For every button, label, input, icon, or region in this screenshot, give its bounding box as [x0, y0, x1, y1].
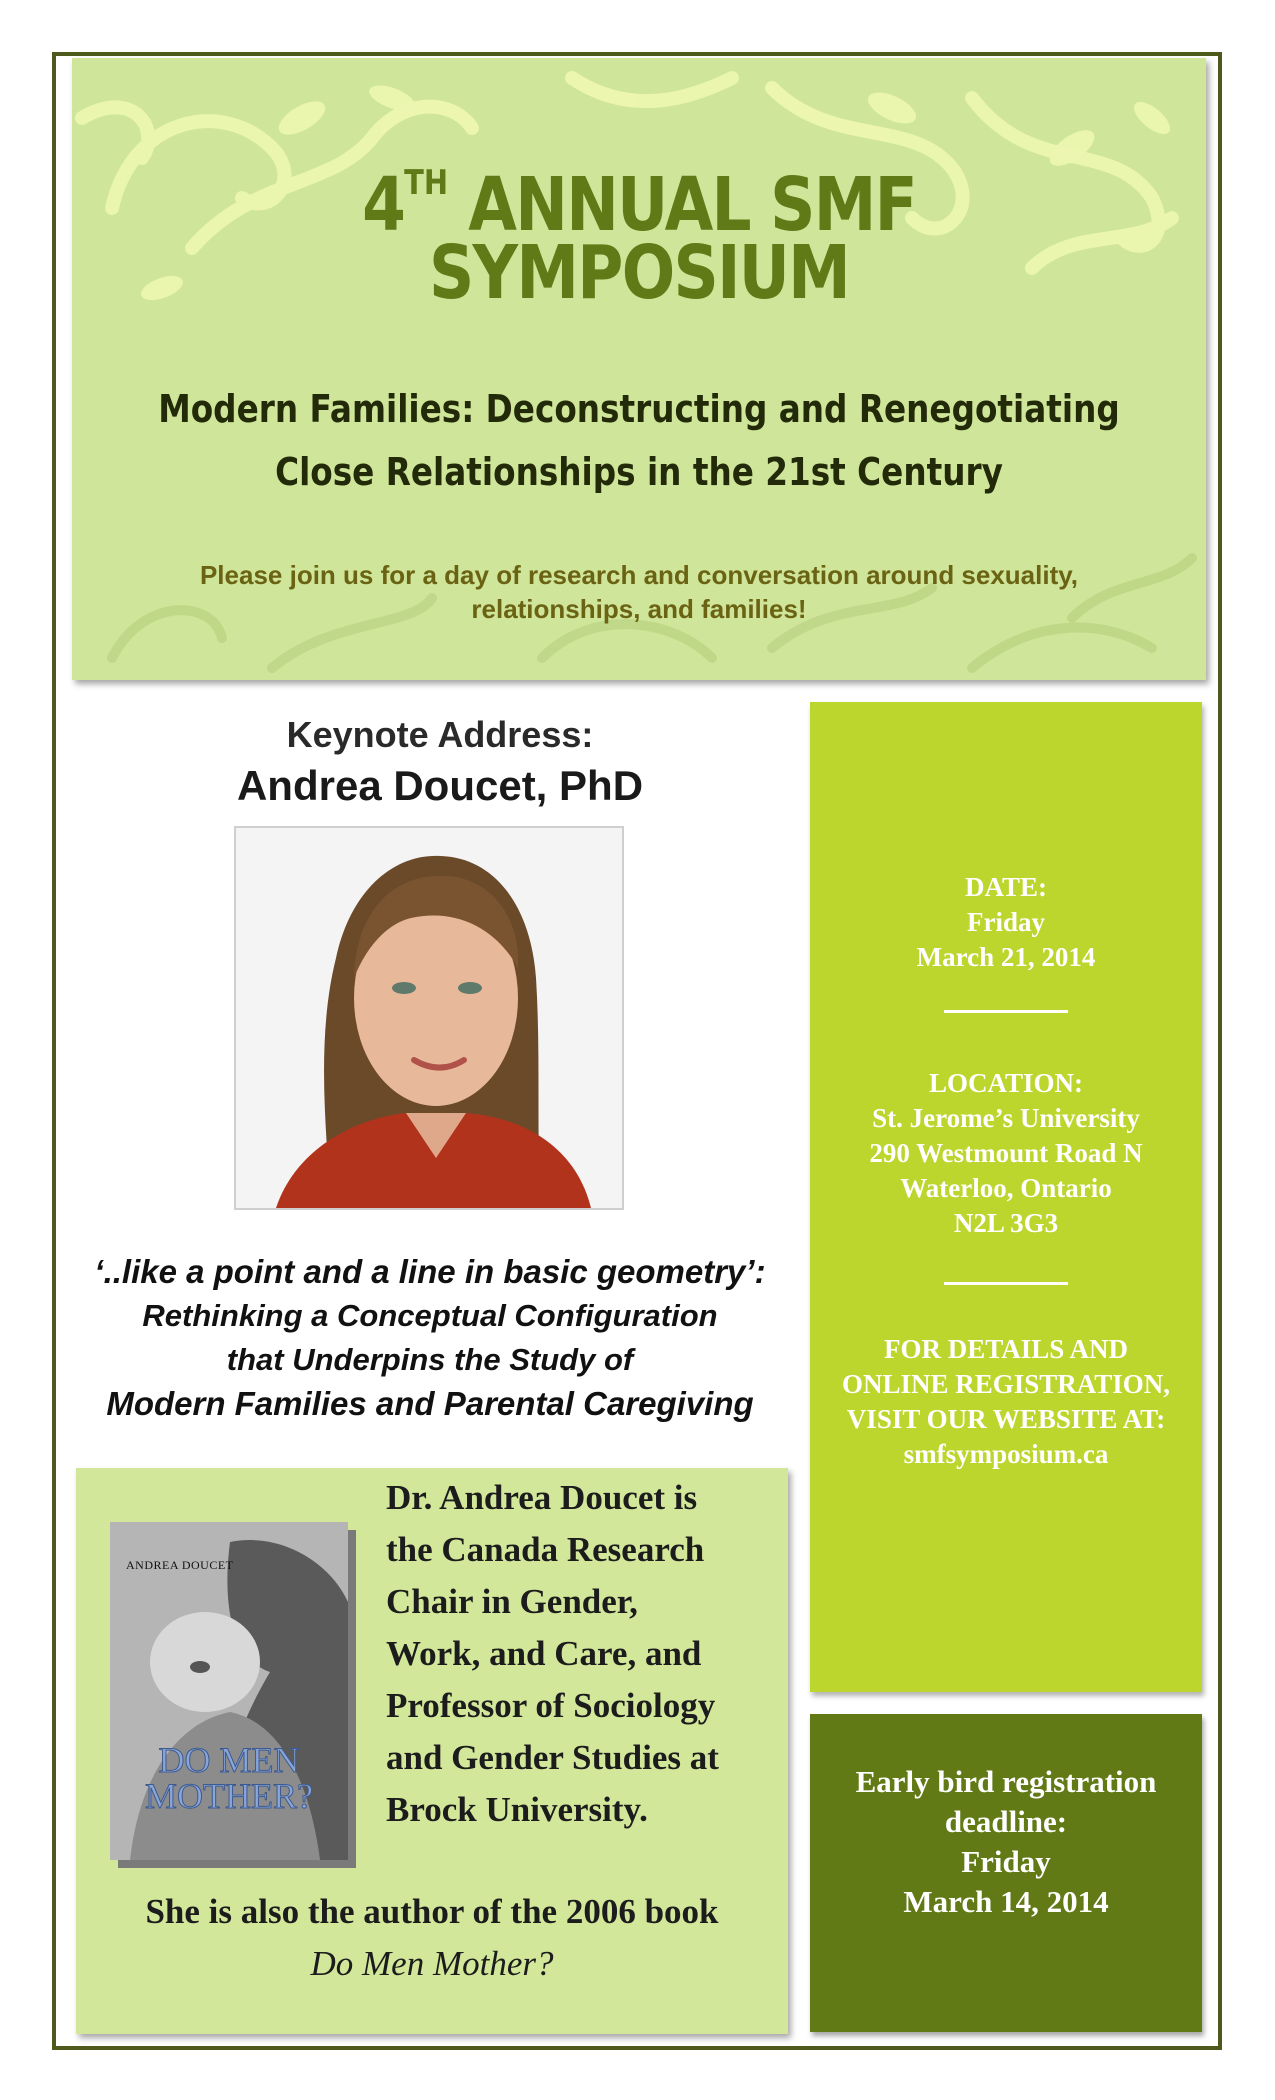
date-block: DATE: Friday March 21, 2014 — [916, 872, 1096, 972]
header-banner — [72, 58, 1206, 680]
details-block: FOR DETAILS AND ONLINE REGISTRATION, VISIT OUR WEBSITE AT: smfsymposium.ca — [810, 1332, 1202, 1472]
keynote-label: Keynote Address: — [286, 714, 594, 755]
subtitle-line1: Modern Families: Deconstructing and Renegotiating — [158, 387, 1120, 431]
invite-line1: Please join us for a day of research and conversation around sexuality, — [199, 560, 1079, 590]
subtitle-line2: Close Relationships in the 21st Century — [275, 450, 1003, 494]
info-divider — [944, 1010, 1068, 1013]
early-bird-text: Early bird registration deadline: Friday March 14, 2014 — [855, 1764, 1157, 1919]
bio-text: Dr. Andrea Doucet is the Canada Research Chair in Gender, Work, and Care, and Professor of Sociology and Gender Studies at Brock University. — [386, 1478, 719, 1829]
symposium-title-line2: SYMPOSIUM — [428, 230, 850, 316]
invite-line2: relationships, and families! — [471, 594, 807, 624]
book-title: DO MEN MOTHER? — [145, 1740, 313, 1816]
talk-title-line3: that Underpins the Study of — [226, 1342, 634, 1377]
speaker-photo — [234, 826, 624, 1210]
symposium-title-line1: 4TH ANNUAL SMF — [362, 162, 916, 248]
book-cover — [110, 1522, 348, 1860]
speaker-portrait-illustration — [236, 828, 622, 1208]
talk-title-line2: Rethinking a Conceptual Configuration — [142, 1298, 718, 1333]
talk-title-line1: ‘..like a point and a line in basic geometry’: — [94, 1253, 766, 1290]
location-block: LOCATION: St. Jerome’s University 290 Westmount Road N Waterloo, Ontario N2L 3G3 — [869, 1068, 1143, 1238]
info-divider — [944, 1282, 1068, 1285]
bio-book-note: She is also the author of the 2006 book Do Men Mother? — [145, 1892, 719, 1983]
keynote-speaker: Andrea Doucet, PhD — [236, 762, 644, 809]
talk-title-line4: Modern Families and Parental Caregiving — [106, 1385, 754, 1422]
website-link[interactable]: smfsymposium.ca — [903, 1439, 1109, 1469]
book-author: ANDREA DOUCET — [126, 1558, 234, 1572]
